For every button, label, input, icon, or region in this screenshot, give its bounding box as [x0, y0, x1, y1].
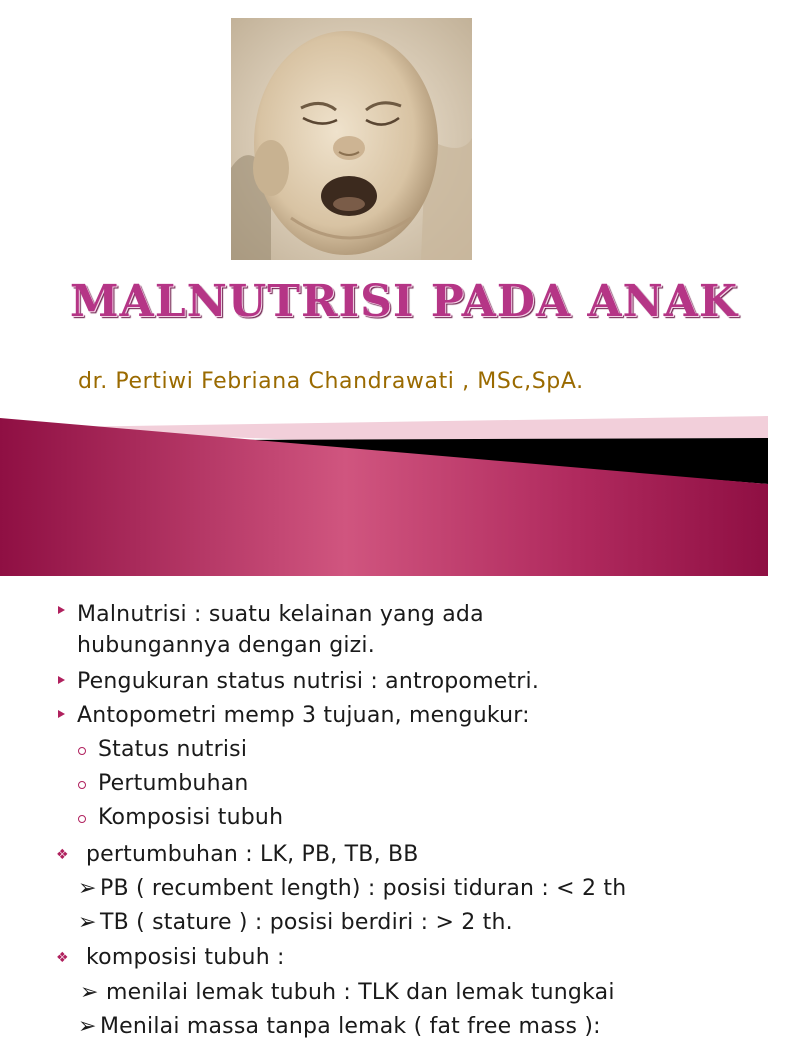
diamond-bullet-text: komposisi tubuh : [86, 945, 285, 970]
sub-bullet-circle-icon [78, 815, 86, 823]
crying-baby-photo [231, 18, 472, 260]
arrow-bullet-text: TB ( stature ) : posisi berdiri : > 2 th. [100, 910, 513, 935]
author-name: dr. Pertiwi Febriana Chandrawati , MSc,SpA. [78, 369, 584, 394]
sub-bullet-circle-icon [78, 781, 86, 789]
arrow-bullet-icon: ➢ [78, 876, 97, 901]
sub-bullet-text: Status nutrisi [98, 737, 248, 762]
bullet-triangle-icon [58, 710, 65, 718]
bullet-text: Malnutrisi : suatu kelainan yang ada [77, 602, 484, 627]
arrow-bullet-text: Menilai massa tanpa lemak ( fat free mass ): [100, 1014, 601, 1039]
bullet-triangle-icon [58, 676, 65, 684]
sub-bullet-circle-icon [78, 747, 86, 755]
diamond-bullet-icon: ❖ [56, 950, 69, 966]
bullet-triangle-icon [58, 606, 65, 614]
arrow-bullet-icon: ➢ [78, 910, 97, 935]
arrow-bullet-icon: ➢ [78, 1014, 97, 1039]
bullet-text: Antopometri memp 3 tujuan, mengukur: [77, 703, 530, 728]
sub-bullet-text: Pertumbuhan [98, 771, 249, 796]
arrow-bullet-text: menilai lemak tubuh : TLK dan lemak tungkai [106, 980, 615, 1005]
diamond-bullet-text: pertumbuhan : LK, PB, TB, BB [86, 842, 419, 867]
arrow-bullet-icon: ➢ [80, 980, 99, 1005]
sub-bullet-text: Komposisi tubuh [98, 805, 284, 830]
decorative-banner [0, 410, 768, 576]
bullet-text: Pengukuran status nutrisi : antropometri. [77, 669, 540, 694]
arrow-bullet-text: PB ( recumbent length) : posisi tiduran : < 2 th [100, 876, 627, 901]
content-slide [0, 576, 768, 1039]
slide-title: MALNUTRISI PADA ANAK [69, 276, 739, 327]
diamond-bullet-icon: ❖ [56, 847, 69, 863]
baby-image [231, 18, 472, 260]
bullet-text-continued: hubungannya dengan gizi. [77, 633, 375, 658]
